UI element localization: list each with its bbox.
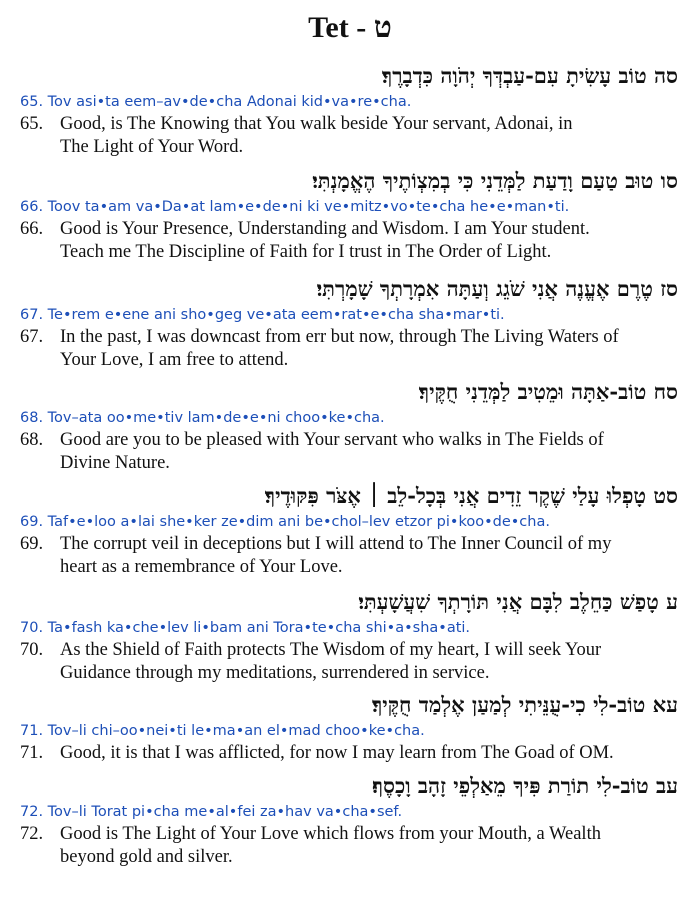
english-translation [20,429,680,475]
english-translation [20,742,680,765]
translation-line-1: Good are you to be pleased with Your servant who walks in The Fields of [60,430,604,450]
verse-number: 70. [20,640,44,660]
translation-line-2: beyond gold and silver. [60,847,233,867]
translation-line-2: Your Love, I am free to attend. [60,350,289,370]
translation-line-1: Good is The Light of Your Love which flows from your Mouth, a Wealth [60,824,601,844]
verse-number: 68. [20,430,44,450]
translation-line-1: In the past, I was downcast from err but now, through The Living Waters of [60,327,619,347]
translation-line-1: Good, is The Knowing that You walk beside Your servant, Adonai, in [60,114,573,134]
translation-line-1: The corrupt veil in deceptions but I will attend to The Inner Council of my [60,534,612,554]
hebrew-line: ע טָפַשׁ כַּחֵלֶב לִבָּם אֲנִי תּוֹרָתְךָ שִׁעֲשָׁעְתִּי׃ [358,589,678,614]
transliteration-line: 69. Taf•e•loo a•lai she•ker ze•dim ani be•chol–lev etzor pi•koo•de•cha. [20,514,550,530]
hebrew-line: סט טָפְלוּ עָלַי שֶׁקֶר זֵדִים אֲנִי בְּכָל-לֵב ׀ אֶצֹּר פִּקּוּדֶיךָ׃ [264,483,678,508]
hebrew-line: סו טוּב טַעַם וָדַעַת לַמְּדֵנִי כִּי בְמִצְוֹתֶיךָ הֶאֱמָנְתִּי׃ [312,168,678,193]
title-text: Tet - [308,11,374,44]
english-translation [20,218,680,264]
verse-number: 66. [20,219,44,239]
hebrew-line: עב טוֹב-לִי תוֹרַת פִּיךָ מֵאַלְפֵי זָהָב וָכָסֶף׃ [372,773,678,798]
translation-line-2: Divine Nature. [60,453,170,473]
verse-number: 67. [20,327,44,347]
translation-line-2: Teach me The Discipline of Faith for I trust in The Order of Light. [60,242,552,262]
transliteration-line: 66. Toov ta•am va•Da•at lam•e•de•ni ki ve•mitz•vo•te•cha he•e•man•ti. [20,199,570,215]
page-title [0,8,700,48]
english-translation [20,533,680,579]
english-translation [20,113,680,159]
transliteration-line: 70. Ta•fash ka•che•lev li•bam ani Tora•te•cha shi•a•sha•ati. [20,620,471,636]
transliteration-line: 71. Tov–li chi–oo•nei•ti le•ma•an el•mad choo•ke•cha. [20,723,425,739]
translation-line-1: Good, it is that I was afflicted, for now I may learn from The Goad of OM. [60,743,614,763]
translation-line-2: heart as a remembrance of Your Love. [60,557,343,577]
title-hebrew-letter: ט [373,10,392,45]
verse-number: 65. [20,114,44,134]
verse-number: 69. [20,534,44,554]
translation-line-1: As the Shield of Faith protects The Wisdom of my heart, I will seek Your [60,640,602,660]
translation-line-2: The Light of Your Word. [60,137,244,157]
hebrew-line: סז טֶרֶם אֶעֱנֶה אֲנִי שֹׁגֵג וְעַתָּה אִמְרָתְךָ שָׁמָרְתִּי׃ [316,276,678,301]
verse-number: 71. [20,743,44,763]
translation-line-1: Good is Your Presence, Understanding and Wisdom. I am Your student. [60,219,590,239]
transliteration-line: 67. Te•rem e•ene ani sho•geg ve•ata eem•rat•e•cha sha•mar•ti. [20,307,505,323]
hebrew-line: סח טוֹב-אַתָּה וּמֵטִיב לַמְּדֵנִי חֻקֶּיךָ׃ [418,379,678,404]
english-translation [20,326,680,372]
transliteration-line: 72. Tov–li Torat pi•cha me•al•fei za•hav va•cha•sef. [20,804,403,820]
english-translation [20,639,680,685]
verse-number: 72. [20,824,44,844]
hebrew-line: סה טוֹב עָשִׂיתָ עִם-עַבְדְּךָ יְהֹוָה כִּדְבָרֶךָ׃ [381,63,678,88]
transliteration-line: 68. Tov–ata oo•me•tiv lam•de•e•ni choo•ke•cha. [20,410,385,426]
english-translation [20,823,680,869]
transliteration-line: 65. Tov asi•ta eem–av•de•cha Adonai kid•va•re•cha. [20,94,412,110]
hebrew-line: עא טוֹב-לִי כִי-עֻנֵּיתִי לְמַעַן אֶלְמַד חֻקֶּיךָ׃ [371,692,678,717]
translation-line-2: Guidance through my meditations, surrendered in service. [60,663,490,683]
